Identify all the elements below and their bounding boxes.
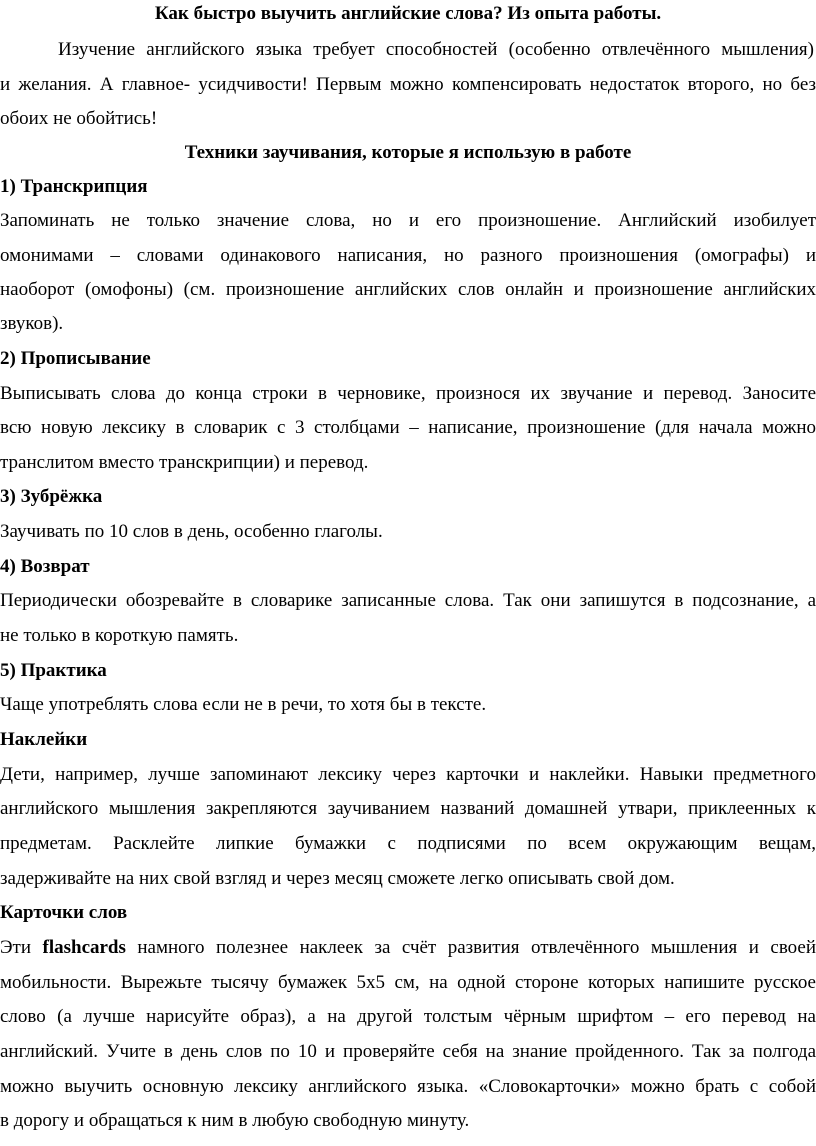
paragraph-line: омонимами – словами одинакового написания, но разного произношения (омографы) и bbox=[0, 245, 816, 266]
section-heading-review: 4) Возврат bbox=[0, 556, 90, 577]
section-heading-cramming: 3) Зубрёжка bbox=[0, 486, 103, 507]
paragraph-line: Выписывать слова до конца строки в черновике, произнося их звучание и перевод. Заносите bbox=[0, 383, 816, 404]
paragraph-line: звуков). bbox=[0, 313, 64, 334]
paragraph-line: Чаще употреблять слова если не в речи, то хотя бы в тексте. bbox=[0, 694, 487, 715]
paragraph-line: предметам. Расклейте липкие бумажки с подписями по всем окружающим вещам, bbox=[0, 833, 816, 854]
section-heading-stickers: Наклейки bbox=[0, 729, 88, 750]
paragraph-line: задерживайте на них свой взгляд и через месяц сможете легко описывать свой дом. bbox=[0, 868, 675, 889]
paragraph-line: транслитом вместо транскрипции) и перевод. bbox=[0, 452, 369, 473]
document-title: Как быстро выучить английские слова? Из опыта работы. bbox=[154, 3, 662, 24]
paragraph-line: в дорогу и обращаться к ним в любую свободную минуту. bbox=[0, 1110, 470, 1131]
section-heading-practice: 5) Практика bbox=[0, 660, 107, 681]
techniques-heading: Техники заучивания, которые я использую в работе bbox=[184, 142, 632, 163]
paragraph-line: слово (а лучше нарисуйте образ), а на другой толстым чёрным шрифтом – его перевод на bbox=[0, 1006, 816, 1027]
section-heading-transcription: 1) Транскрипция bbox=[0, 176, 148, 197]
paragraph-line: Периодически обозревайте в словарике записанные слова. Так они запишутся в подсознание, а bbox=[0, 590, 816, 611]
intro-line-1: Изучение английского языка требует способностей (особенно отвлечённого мышления) bbox=[58, 39, 814, 60]
paragraph-line: Заучивать по 10 слов в день, особенно глаголы. bbox=[0, 521, 383, 542]
paragraph-line: мобильности. Вырежьте тысячу бумажек 5х5 см, на одной стороне которых напишите русское bbox=[0, 972, 816, 993]
text-run: Эти bbox=[0, 937, 43, 958]
paragraph-line: английского мышления закрепляются заучиванием названий домашней утвари, приклеенных к bbox=[0, 798, 816, 819]
paragraph-line: английский. Учите в день слов по 10 и проверяйте себя на знание пройденного. Так за полгода bbox=[0, 1041, 816, 1062]
text-run: намного полезнее наклеек за счёт развития отвлечённого мышления и своей bbox=[125, 937, 816, 958]
paragraph-line: всю новую лексику в словарик с 3 столбцами – написание, произношение (для начала можно bbox=[0, 417, 816, 438]
section-heading-writing: 2) Прописывание bbox=[0, 348, 151, 369]
paragraph-line: не только в короткую память. bbox=[0, 625, 239, 646]
paragraph-line: Дети, например, лучше запоминают лексику через карточки и наклейки. Навыки предметного bbox=[0, 764, 816, 785]
flashcards-term: flashcards bbox=[42, 937, 126, 958]
intro-line-3: обоих не обойтись! bbox=[0, 108, 158, 129]
section-heading-flashcards: Карточки слов bbox=[0, 902, 128, 923]
paragraph-line: наоборот (омофоны) (см. произношение английских слов онлайн и произношение английских bbox=[0, 279, 816, 300]
intro-line-2: и желания. А главное- усидчивости! Первым можно компенсировать недостаток второго, но без bbox=[0, 74, 816, 95]
flashcards-first-line bbox=[0, 936, 816, 960]
paragraph-line: Запоминать не только значение слова, но и его произношение. Английский изобилует bbox=[0, 210, 816, 231]
paragraph-line: можно выучить основную лексику английского языка. «Словокарточки» можно брать с собой bbox=[0, 1076, 816, 1097]
